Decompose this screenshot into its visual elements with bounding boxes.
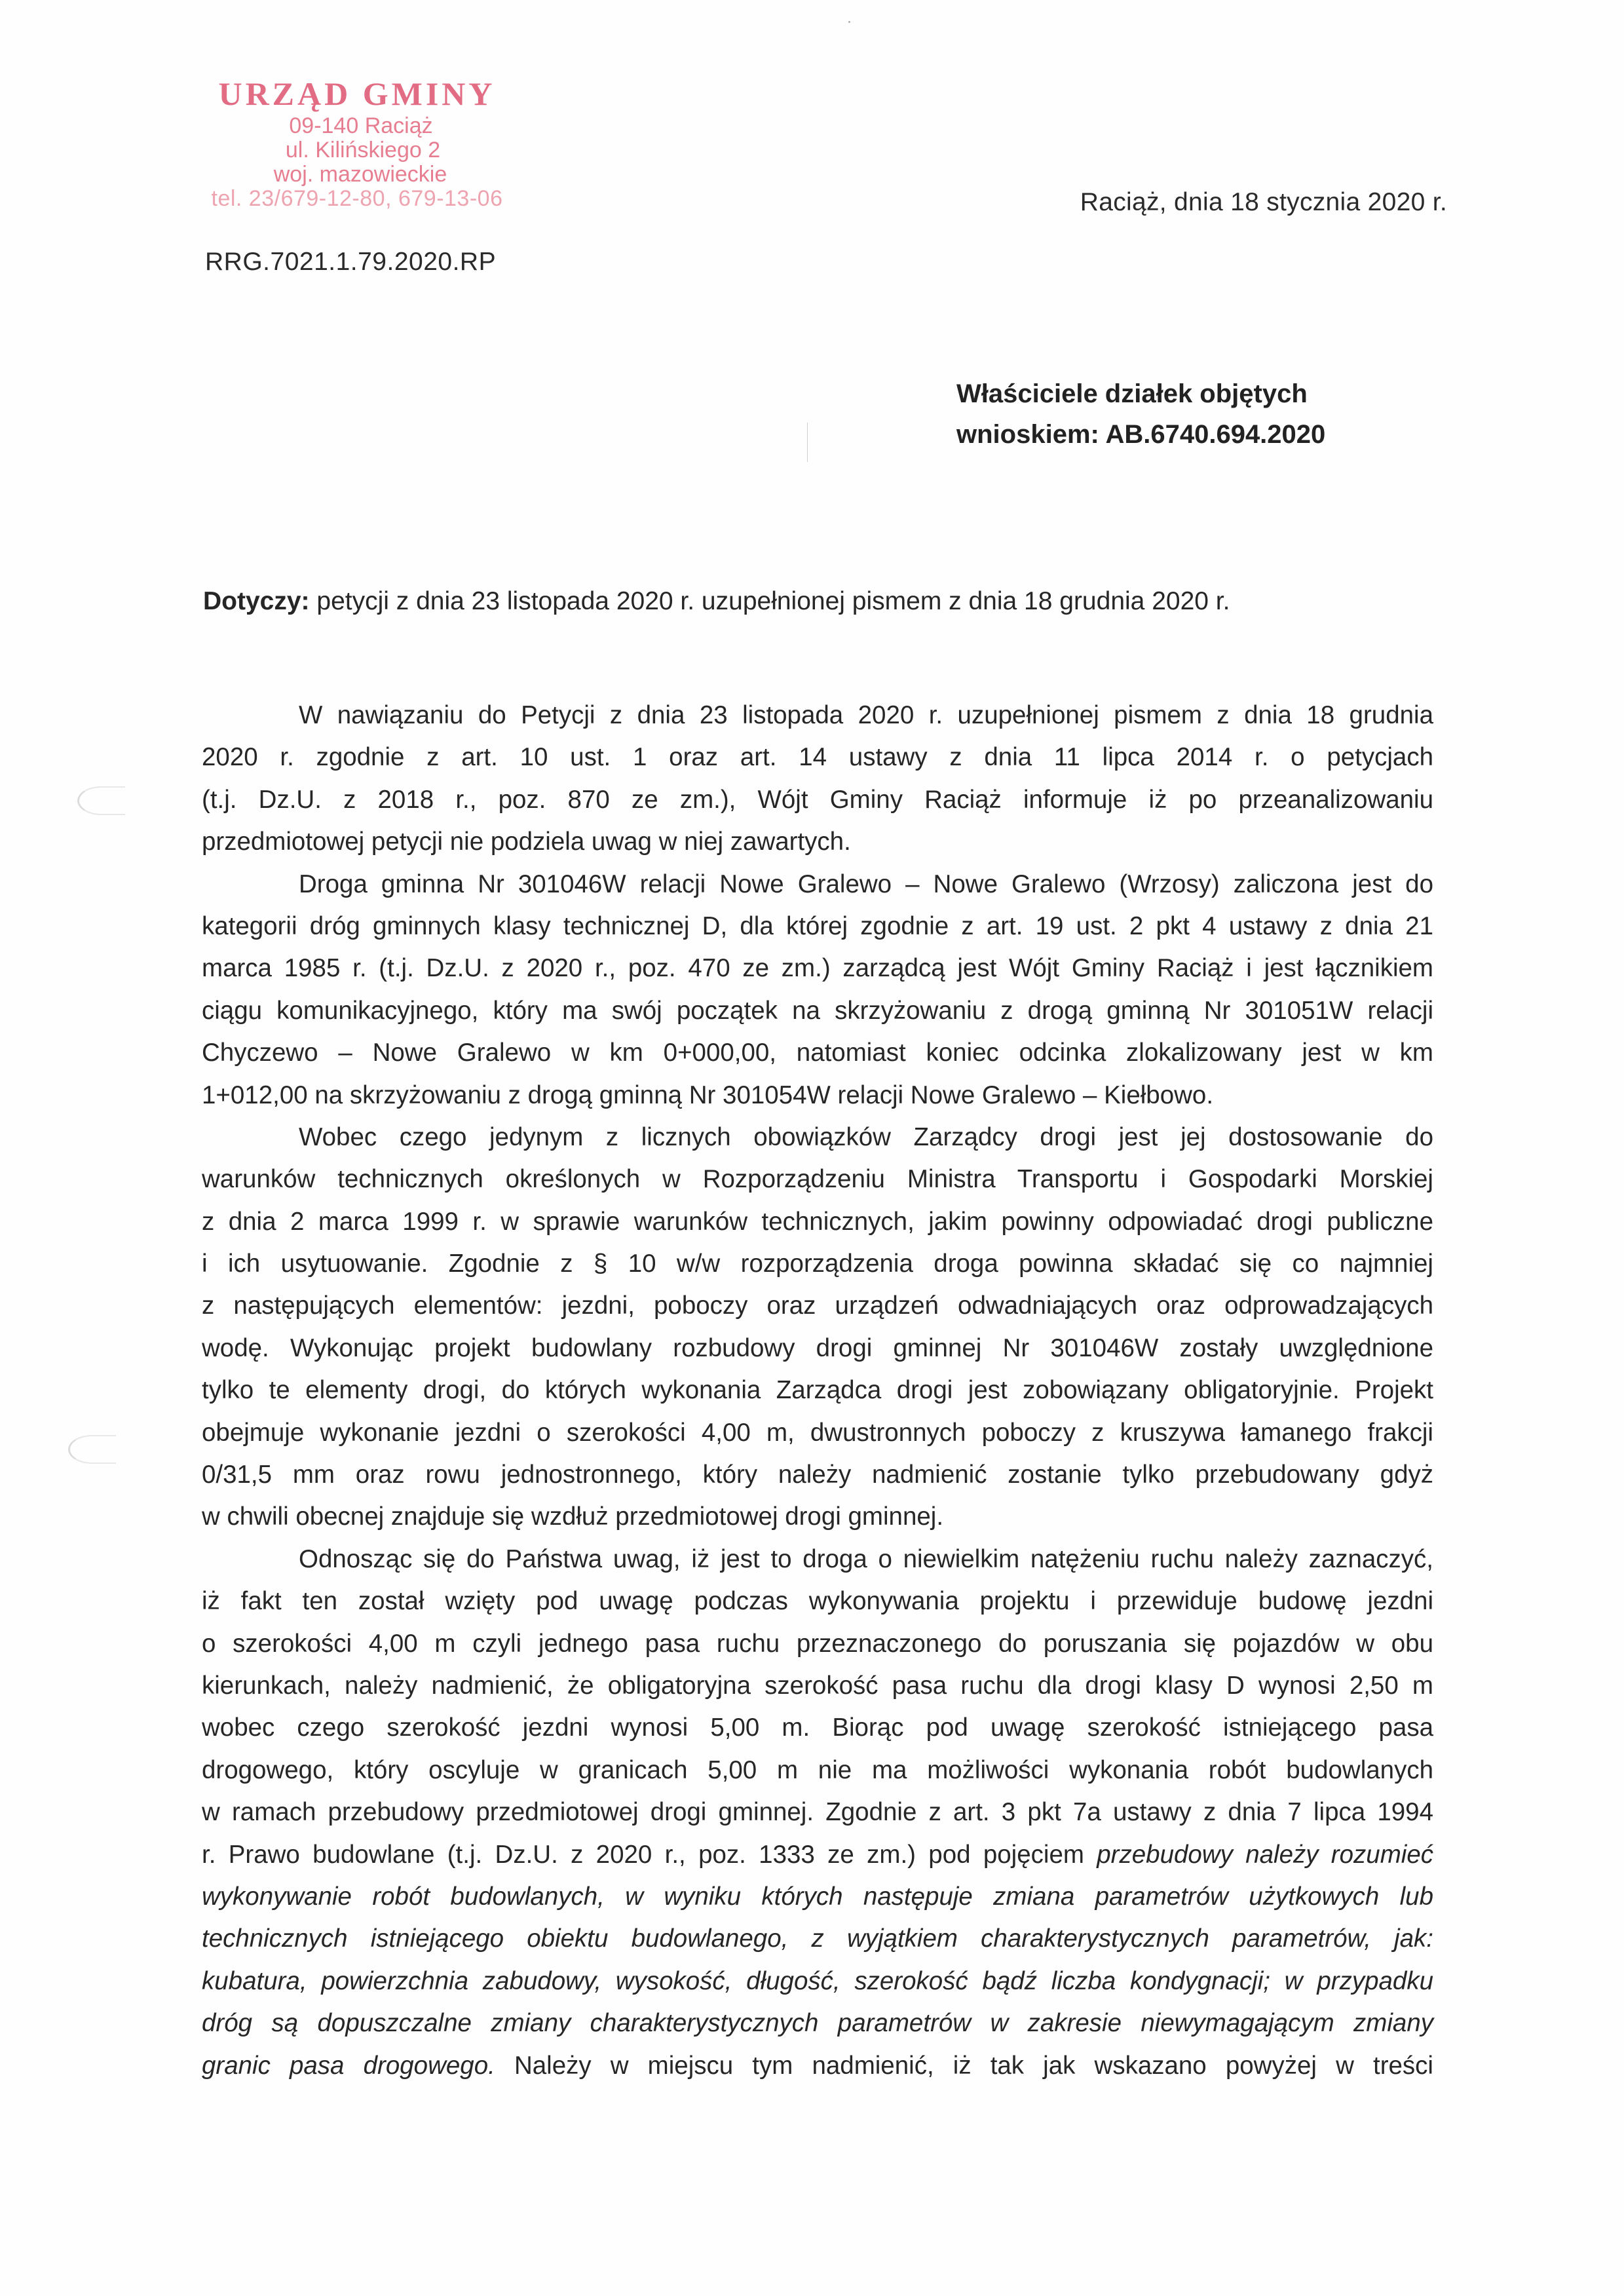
body-line: 1+012,00 na skrzyżowaniu z drogą gminną Nr 301054W relacji Nowe Gralewo – Kiełbowo. [202,1081,1214,1109]
body-line-mixed [202,1918,1433,1960]
body-line: wobec czego szerokość jezdni wynosi 5,00 m. Biorąc pod uwagę szerokość istniejącego pasa [202,1713,1433,1742]
recipient-line-1: Właściciele działek objętych [956,379,1308,408]
body-line-mixed [202,2002,1433,2044]
body-line: wodę. Wykonując projekt budowlany rozbudowy drogi gminnej Nr 301046W zostały uwzględnione [202,1333,1433,1362]
recipient-line-2: wnioskiem: AB.6740.694.2020 [956,420,1326,449]
body-line: obejmuje wykonanie jezdni o szerokości 4,00 m, dwustronnych poboczy z kruszywa łamanego frakcji [202,1418,1433,1447]
body-line: Wobec czego jedynym z licznych obowiązków Zarządcy drogi jest jej dostosowanie do [299,1122,1433,1151]
stamp-street: ul. Kilińskiego 2 [285,138,441,163]
body-line: z następujących elementów: jezdni, poboczy oraz urządzeń odwadniających oraz odprowadzających [202,1292,1433,1320]
body-text-normal: Należy w miejscu tym nadmienić, iż tak jak wskazano powyżej w treści [495,2051,1433,2080]
body-line: Odnosząc się do Państwa uwag, iż jest to droga o niewielkim natężeniu ruchu należy zaznaczyć, [299,1544,1433,1573]
subject-line [203,587,1230,616]
punch-hole-mark [68,1435,116,1464]
body-line: i ich usytuowanie. Zgodnie z § 10 w/w rozporządzenia droga powinna składać się co najmniej [202,1250,1433,1278]
letter-date: Raciąż, dnia 18 stycznia 2020 r. [1080,188,1447,216]
body-line: drogowego, który oscyluje w granicach 5,00 m nie ma możliwości wykonania robót budowlanych [202,1755,1433,1784]
body-text-normal: r. Prawo budowlane (t.j. Dz.U. z 2020 r., poz. 1333 ze zm.) pod pojęciem [202,1840,1097,1869]
legal-definition-italic: przebudowy należy rozumieć [1097,1840,1433,1869]
body-line: iż fakt ten został wzięty pod uwagę podczas wykonywania projektu i przewiduje budowę jezdni [202,1587,1433,1616]
body-line: 2020 r. zgodnie z art. 10 ust. 1 oraz art. 14 ustawy z dnia 11 lipca 2014 r. o petycjach [202,743,1433,772]
legal-definition-italic: technicznych istniejącego obiektu budowlanego, z wyjątkiem charakterystycznych parametrów, jak: [202,1924,1433,1953]
body-line: w chwili obecnej znajduje się wzdłuż przedmiotowej drogi gminnej. [202,1502,944,1531]
body-line: z dnia 2 marca 1999 r. w sprawie warunków technicznych, jakim powinny odpowiadać drogi publiczne [202,1207,1433,1236]
body-line: marca 1985 r. (t.j. Dz.U. z 2020 r., poz. 470 ze zm.) zarządcą jest Wójt Gminy Raciąż i jest łącznikiem [202,954,1433,983]
body-line: warunków technicznych określonych w Rozporządzeniu Ministra Transportu i Gospodarki Morskiej [202,1165,1433,1194]
body-line: 0/31,5 mm oraz rowu jednostronnego, który należy nadmienić zostanie tylko przebudowany gdyż [202,1461,1433,1489]
scan-tick-mark [807,423,808,462]
body-line: kategorii dróg gminnych klasy technicznej D, dla której zgodnie z art. 19 ust. 2 pkt 4 ustawy z dnia 21 [202,911,1433,940]
legal-definition-italic: granic pasa drogowego. [202,2051,495,2080]
body-line: Droga gminna Nr 301046W relacji Nowe Gralewo – Nowe Gralewo (Wrzosy) zaliczona jest do [299,870,1433,898]
stamp-title: URZĄD GMINY [218,75,496,112]
body-line: ciągu komunikacyjnego, który ma swój początek na skrzyżowaniu z drogą gminną Nr 301051W relacji [202,996,1433,1025]
stamp-phone: tel. 23/679-12-80, 679-13-06 [211,186,503,211]
paragraph-2 [202,864,1433,1117]
body-line: tylko te elementy drogi, do których wykonania Zarządca drogi jest zobowiązany obligatoryjnie. Projekt [202,1376,1433,1405]
letter-body [202,695,1433,2087]
recipient-block [956,373,1325,455]
body-line-mixed [202,1834,1433,1876]
legal-definition-italic: kubatura, powierzchnia zabudowy, wysokość, długość, szerokość bądź liczba kondygnacji; w przypadku [202,1966,1433,1995]
reference-number: RRG.7021.1.79.2020.RP [205,248,497,276]
body-line: w ramach przebudowy przedmiotowej drogi gminnej. Zgodnie z art. 3 pkt 7a ustawy z dnia 7 lipca 1994 [202,1798,1433,1827]
stamp-postal-code: 09-140 Raciąż [289,113,433,138]
body-line: o szerokości 4,00 m czyli jednego pasa ruchu przeznaczonego do poruszania się pojazdów w obu [202,1629,1433,1658]
legal-definition-italic: wykonywanie robót budowlanych, w wyniku których następuje zmiana parametrów użytkowych lub [202,1882,1433,1911]
body-line: Chyczewo – Nowe Gralewo w km 0+000,00, natomiast koniec odcinka zlokalizowany jest w km [202,1039,1433,1067]
legal-definition-italic: dróg są dopuszczalne zmiany charakterystycznych parametrów w zakresie niewymagającym zmiany [202,2009,1433,2038]
punch-hole-mark [77,786,125,815]
paragraph-3 [202,1117,1433,1539]
office-stamp [197,77,511,211]
body-line: kierunkach, należy nadmienić, że obligatoryjna szerokość pasa ruchu dla drogi klasy D wynosi 2,50 m [202,1671,1433,1700]
body-line-mixed [202,1876,1433,1918]
body-line: (t.j. Dz.U. z 2018 r., poz. 870 ze zm.), Wójt Gminy Raciąż informuje iż po przeanalizowaniu [202,785,1433,814]
paragraph-4 [202,1539,1433,2087]
subject-text: petycji z dnia 23 listopada 2020 r. uzupełnionej pismem z dnia 18 grudnia 2020 r. [309,587,1230,615]
body-line-mixed [202,1961,1433,2002]
paragraph-1 [202,695,1433,864]
body-line: przedmiotowej petycji nie podziela uwag w niej zawartych. [202,828,851,856]
body-line-mixed [202,2045,1433,2087]
scan-speck [848,21,850,23]
body-line: W nawiązaniu do Petycji z dnia 23 listopada 2020 r. uzupełnionej pismem z dnia 18 grudnia [299,701,1433,729]
stamp-province: woj. mazowieckie [273,162,447,187]
subject-label: Dotyczy: [203,587,310,615]
